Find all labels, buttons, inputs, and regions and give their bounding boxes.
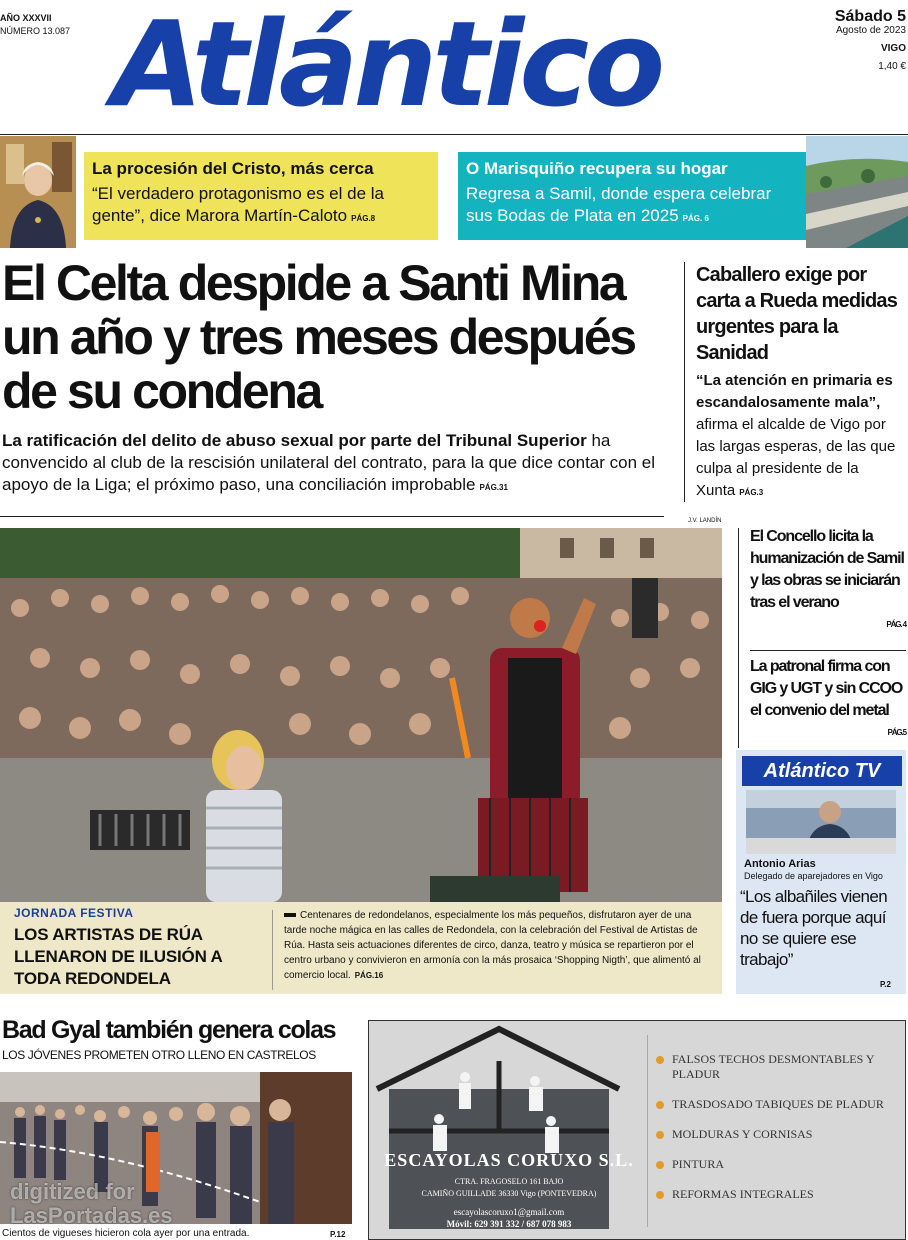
briefs-rule: [738, 528, 739, 748]
teaser-marisquino-text: [466, 183, 798, 230]
brief-divider: [750, 650, 906, 651]
page-ref: P.2: [880, 980, 891, 989]
tv-guest-role: Delegado de aparejadores en Vigo: [744, 871, 883, 881]
ad-address-line2: CAMIÑO GUILLADE 36330 Vigo (PONTEVEDRA): [421, 1189, 597, 1198]
ad-phone: Móvil: 629 391 332 / 687 078 983: [446, 1219, 572, 1229]
page-ref: PÁG.31: [479, 483, 508, 492]
masthead-day: Sábado 5: [834, 8, 906, 25]
teaser-procession-title: La procesión del Cristo, más cerca: [92, 159, 374, 178]
newspaper-logo[interactable]: Atlántico: [112, 0, 661, 133]
ad-address: [378, 1176, 640, 1200]
ad-service-item: [652, 1097, 902, 1112]
teaser-procession-text: [92, 183, 430, 230]
ad-service-item: [652, 1127, 902, 1142]
photo-title[interactable]: LOS ARTISTAS DE RÚA LLENARON DE ILUSIÓN A TODA REDONDELA: [14, 925, 222, 988]
masthead-divider: [0, 134, 908, 135]
teaser-marisquino-body: Regresa a Samil, donde espera celebrar sus Bodas de Plata en 2025: [466, 184, 772, 225]
page-ref: PÁG.16: [354, 971, 384, 980]
page-ref: PÁG. 4: [886, 620, 906, 629]
atlantico-tv-banner[interactable]: Atlántico TV: [742, 756, 902, 786]
festival-photo[interactable]: [0, 528, 722, 902]
tv-quote[interactable]: “Los albañiles vienen de fuera porque aquí no se quiere ese trabajo”: [740, 887, 888, 969]
side-headline[interactable]: Caballero exige por carta a Rueda medidas urgentes para la Sanidad: [696, 264, 898, 364]
interview-illustration: [746, 790, 896, 854]
ad-service-item: [652, 1052, 902, 1082]
ad-service-item: [652, 1187, 902, 1202]
page-ref: PÁG.3: [739, 488, 764, 497]
ad-email[interactable]: escayolascoruxo1@gmail.com: [453, 1207, 565, 1217]
tv-guest-name: Antonio Arias: [744, 858, 816, 870]
masthead-date: Agosto de 2023: [835, 25, 906, 36]
main-standfirst-text: ha convencido al club de la rescisión unilateral del contrato, para la que dice contar con el apoyo de la Liga; el próximo paso, una conciliación improbable: [2, 431, 656, 494]
teaser-marisquino-title: O Marisquiño recupera su hogar: [466, 159, 728, 178]
page-ref: PÁG.5: [887, 728, 906, 737]
photo-caption: [284, 908, 716, 983]
bottom-subhead: LOS JÓVENES PROMETEN OTRO LLENO EN CASTRELOS: [2, 1048, 316, 1062]
page-ref: PÁG.8: [351, 214, 376, 223]
photo-credit: J.V. LANDÍN: [688, 518, 722, 524]
masthead-meta-right: [835, 10, 906, 74]
ad-service-label: PINTURA: [672, 1157, 725, 1171]
ad-services-rule: [647, 1035, 648, 1227]
bullet-icon: [656, 1101, 664, 1109]
ad-service-item: [652, 1157, 902, 1172]
ad-service-label: TRASDOSADO TABIQUES DE PLADUR: [672, 1097, 884, 1111]
page-ref: P.12: [330, 1230, 346, 1239]
beach-aerial-illustration: [806, 136, 908, 248]
ad-services-list: [652, 1052, 902, 1217]
side-column-rule: [684, 262, 685, 502]
masthead-price: 1,40 €: [878, 61, 906, 72]
brief-samil-headline: El Concello licita la humanización de Samil y las obras se iniciarán tras el verano: [750, 528, 904, 611]
ad-service-label: MOLDURAS Y CORNISAS: [672, 1127, 813, 1141]
teaser-beach-photo[interactable]: [806, 136, 908, 248]
portrait-illustration: [0, 136, 76, 248]
teaser-marisquino[interactable]: [458, 152, 806, 240]
brief-metal-headline: La patronal firma con GIG y UGT y sin CCOO el convenio del metal: [750, 658, 903, 719]
main-story-divider: [0, 516, 664, 517]
bullet-icon: [656, 1056, 664, 1064]
caption-divider: [272, 910, 273, 990]
tv-interview-photo[interactable]: [746, 790, 896, 854]
main-headline[interactable]: El Celta despide a Santi Mina un año y tres meses después de su condena: [2, 255, 635, 419]
masthead-city: VIGO: [880, 43, 906, 54]
main-standfirst-bold: La ratificación del delito de abuso sexual por parte del Tribunal Superior: [2, 431, 587, 450]
ad-address-line1: CTRA. FRAGOSELO 161 BAJO: [454, 1177, 564, 1186]
caption-marker: [284, 913, 296, 917]
teaser-portrait-photo[interactable]: [0, 136, 76, 248]
bottom-headline[interactable]: Bad Gyal también genera colas: [2, 1016, 336, 1044]
watermark-line2: LasPortadas.es: [10, 1203, 173, 1228]
bullet-icon: [656, 1161, 664, 1169]
photo-caption-text: Centenares de redondelanos, especialmente los más pequeños, disfrutaron ayer de una tarde noche mágica en las calles de Redondela, con la celebración del Festival de Artistas de Rúa. Hasta seis actuaciones diferentes de circo, danza, teatro y música se repartieron por el centro urbano y convivieron en armonía con la más prosaica ‘Shopping Nigth’, que alimentó al comercio local.: [284, 910, 701, 981]
masthead-meta-left: [0, 12, 70, 38]
brief-samil[interactable]: [750, 526, 906, 636]
bullet-icon: [656, 1131, 664, 1139]
ad-service-label: FALSOS TECHOS DESMONTABLES Y PLADUR: [672, 1052, 875, 1081]
masthead-year: AÑO XXXVII: [0, 13, 52, 23]
side-text: [696, 370, 906, 504]
side-quote: “La atención en primaria es escandalosamente mala”,: [696, 372, 893, 411]
watermark-line1: digitized for: [10, 1179, 135, 1204]
ad-service-label: REFORMAS INTEGRALES: [672, 1187, 814, 1201]
teaser-procession-body: “El verdadero protagonismo es el de la gente”, dice Marora Martín-Caloto: [92, 184, 384, 225]
ad-contact: [378, 1206, 640, 1230]
photo-kicker: JORNADA FESTIVA: [14, 906, 134, 920]
page-ref: PÁG. 6: [682, 214, 709, 223]
teaser-procession[interactable]: [84, 152, 438, 240]
watermark: [10, 1180, 173, 1228]
brief-metal[interactable]: [750, 656, 906, 744]
street-festival-illustration: [0, 528, 722, 902]
bottom-caption: Cientos de vigueses hicieron cola ayer por una entrada.: [2, 1228, 250, 1239]
ad-company-name: ESCAYOLAS CORUXO S.L.: [384, 1150, 634, 1170]
masthead-number: NÚMERO 13.087: [0, 26, 71, 36]
side-body: afirma el alcalde de Vigo por las largas esperas, de las que culpa al presidente de la Xunta: [696, 416, 896, 499]
main-standfirst: [2, 430, 662, 499]
bullet-icon: [656, 1191, 664, 1199]
